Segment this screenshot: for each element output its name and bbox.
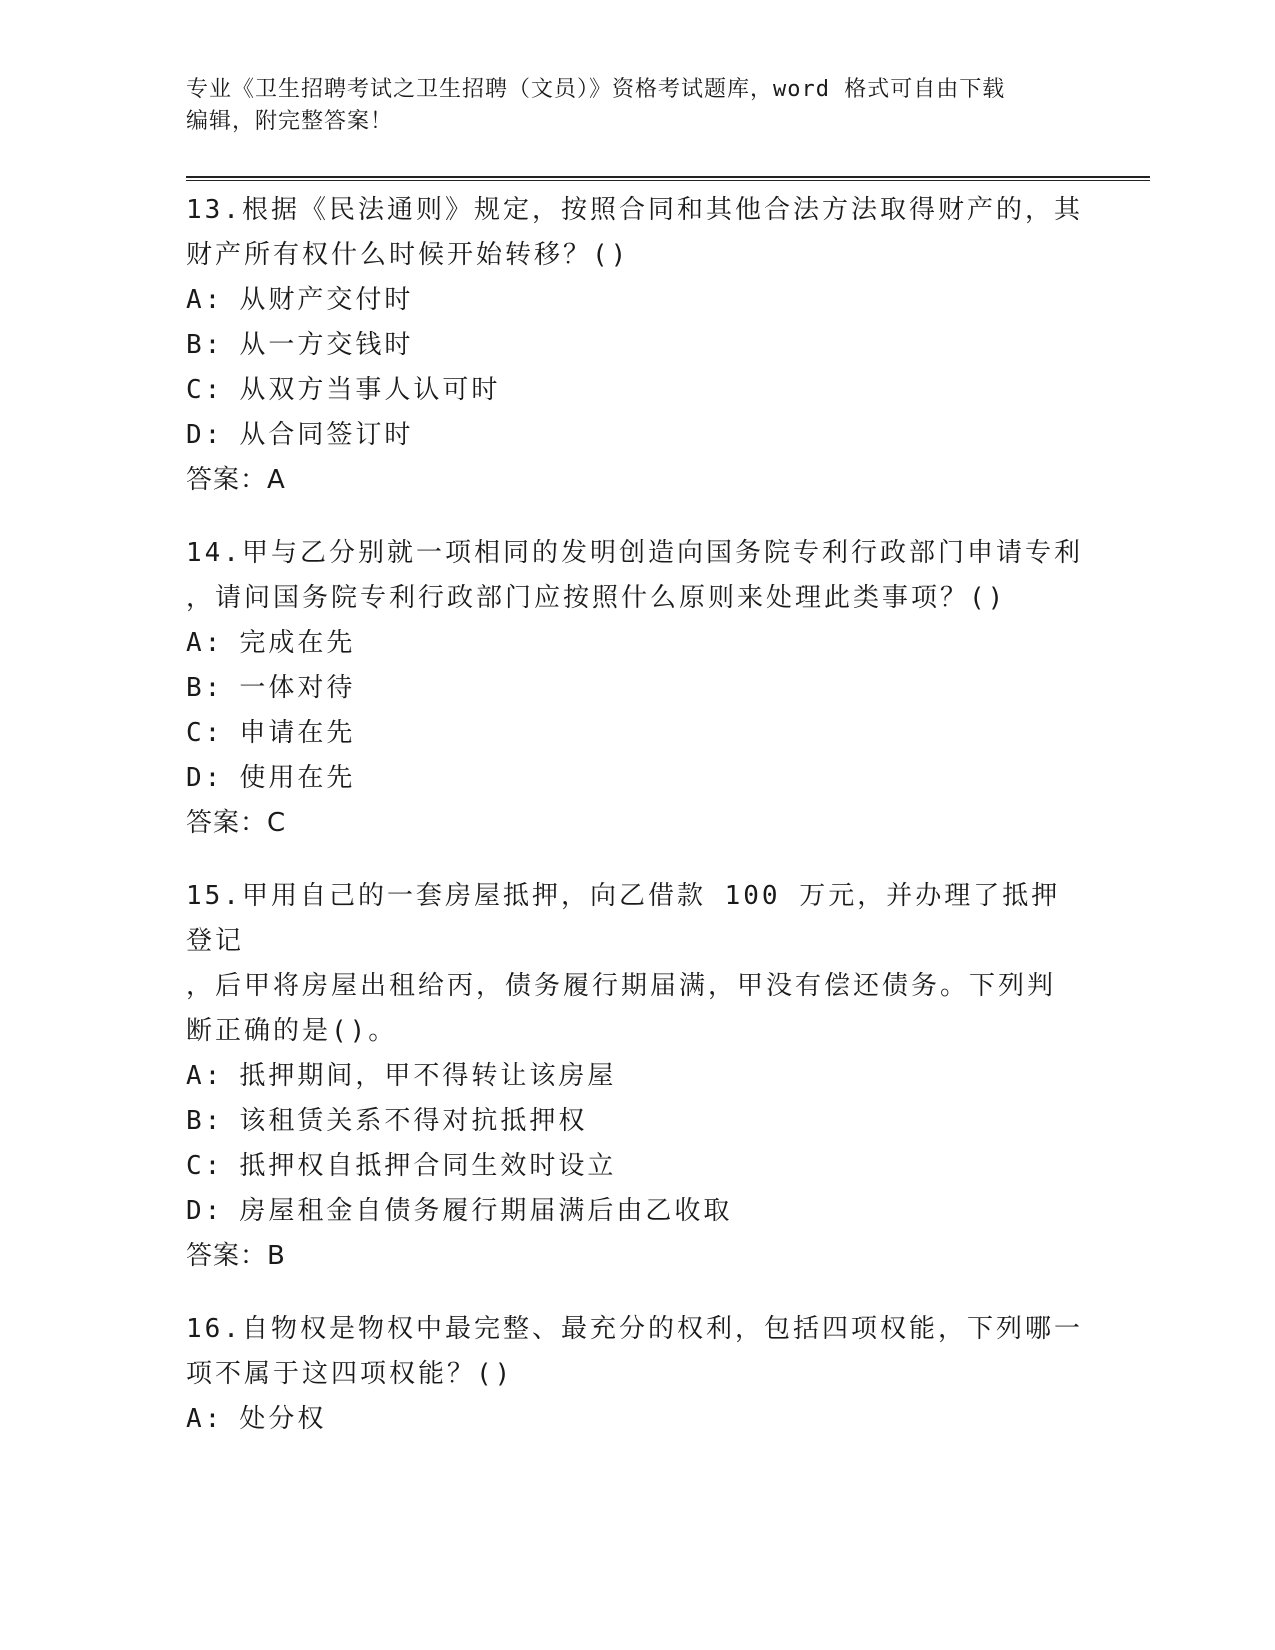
answer-line: 答案：A — [186, 465, 286, 495]
question-stem — [186, 188, 1086, 278]
option-d — [186, 413, 1086, 458]
stem-line: 断正确的是()。 — [186, 1016, 398, 1046]
option-text: 房屋租金自债务履行期届满后由乙收取 — [239, 1196, 733, 1226]
option-key: B: — [186, 673, 224, 703]
answer-line: 答案：C — [186, 808, 287, 838]
option-b — [186, 666, 1086, 711]
option-a — [186, 1397, 1086, 1442]
stem-line: 14.甲与乙分别就一项相同的发明创造向国务院专利行政部门申请专利 — [186, 538, 1083, 568]
header-line-1: 专业《卫生招聘考试之卫生招聘（文员）》资格考试题库，word 格式可自由下载 — [186, 77, 1006, 102]
stem-line: 15.甲用自己的一套房屋抵押，向乙借款 100 万元，并办理了抵押登记 — [186, 881, 1061, 956]
document-header — [186, 74, 1066, 138]
option-c — [186, 1144, 1086, 1189]
question-stem — [186, 874, 1086, 1054]
option-key: C: — [186, 718, 224, 748]
option-text: 从双方当事人认可时 — [239, 375, 501, 405]
option-text: 抵押期间，甲不得转让该房屋 — [239, 1061, 617, 1091]
option-text: 处分权 — [239, 1404, 327, 1434]
question-13 — [186, 188, 1086, 503]
stem-line: ，后甲将房屋出租给丙，债务履行期届满，甲没有偿还债务。下列判 — [186, 971, 1057, 1001]
option-text: 从合同签订时 — [239, 420, 414, 450]
option-text: 使用在先 — [239, 763, 356, 793]
option-c — [186, 368, 1086, 413]
stem-line: 16.自物权是物权中最完整、最充分的权利，包括四项权能，下列哪一 — [186, 1314, 1083, 1344]
stem-line: 项不属于这四项权能？() — [186, 1359, 514, 1389]
option-b — [186, 323, 1086, 368]
header-line-2: 编辑，附完整答案！ — [186, 109, 394, 134]
option-key: C: — [186, 375, 224, 405]
option-key: D: — [186, 420, 224, 450]
header-divider — [186, 176, 1150, 181]
option-text: 该租赁关系不得对抗抵押权 — [239, 1106, 588, 1136]
question-stem — [186, 1307, 1086, 1397]
option-d — [186, 1189, 1086, 1234]
option-key: D: — [186, 1196, 224, 1226]
question-stem — [186, 531, 1086, 621]
option-key: A: — [186, 1404, 224, 1434]
option-key: A: — [186, 285, 224, 315]
option-text: 完成在先 — [239, 628, 356, 658]
option-a — [186, 1054, 1086, 1099]
option-a — [186, 621, 1086, 666]
question-list — [186, 188, 1086, 1470]
option-key: A: — [186, 628, 224, 658]
option-key: C: — [186, 1151, 224, 1181]
stem-line: 财产所有权什么时候开始转移？() — [186, 240, 630, 270]
option-b — [186, 1099, 1086, 1144]
stem-line: ，请问国务院专利行政部门应按照什么原则来处理此类事项？() — [186, 583, 1007, 613]
option-text: 抵押权自抵押合同生效时设立 — [239, 1151, 617, 1181]
option-text: 一体对待 — [239, 673, 356, 703]
option-c — [186, 711, 1086, 756]
question-15 — [186, 874, 1086, 1279]
option-key: D: — [186, 763, 224, 793]
option-d — [186, 756, 1086, 801]
option-text: 从财产交付时 — [239, 285, 414, 315]
question-16 — [186, 1307, 1086, 1442]
option-key: A: — [186, 1061, 224, 1091]
answer-line: 答案：B — [186, 1241, 286, 1271]
question-14 — [186, 531, 1086, 846]
option-text: 申请在先 — [239, 718, 356, 748]
option-text: 从一方交钱时 — [239, 330, 414, 360]
option-key: B: — [186, 330, 224, 360]
option-a — [186, 278, 1086, 323]
option-key: B: — [186, 1106, 224, 1136]
stem-line: 13.根据《民法通则》规定，按照合同和其他合法方法取得财产的，其 — [186, 195, 1083, 225]
